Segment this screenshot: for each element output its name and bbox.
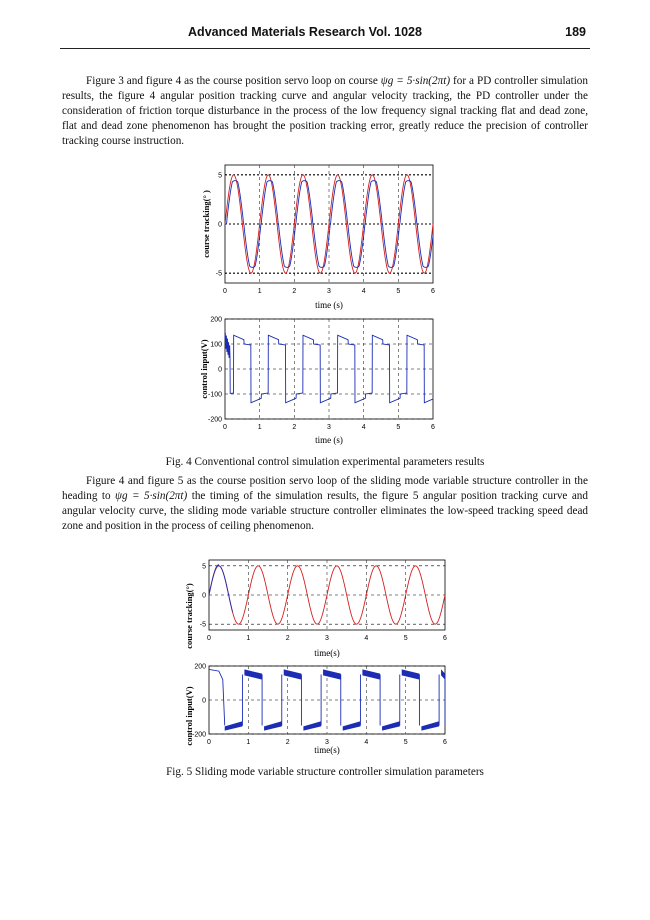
y-tick-label: 100	[210, 341, 222, 349]
formula-2: ψg = 5·sin(2πt)	[115, 490, 188, 502]
x-tick-label: 4	[361, 288, 366, 295]
y-tick-label: 0	[218, 221, 222, 229]
x-axis-label: time(s)	[314, 648, 340, 658]
x-tick-label: 2	[292, 288, 297, 295]
y-tick-label: 200	[194, 663, 206, 671]
y-axis-label-course: course tracking(°)	[184, 583, 194, 649]
paragraph-1	[62, 74, 588, 149]
x-tick-label: 4	[361, 424, 366, 431]
y-tick-label: -200	[207, 416, 222, 424]
y-tick-label: 0	[202, 697, 206, 705]
x-tick-label: 1	[246, 635, 251, 642]
x-tick-label: 0	[207, 739, 211, 746]
y-axis-label-control: control input(V)	[184, 686, 194, 746]
y-axis-label: course tracking(° )	[201, 190, 211, 258]
paragraph-2-text-a: Figure 4 and figure 5 as the course position servo loop of the sliding mode variable structure controller in the heading to	[62, 475, 588, 502]
x-tick-label: 3	[325, 739, 329, 746]
y-tick-label: 5	[202, 563, 206, 571]
paragraph-1-text-a: Figure 3 and figure 4 as the course position servo loop on course	[86, 75, 381, 87]
x-tick-label: 0	[223, 424, 227, 431]
x-tick-label: 4	[364, 739, 369, 746]
x-tick-label: 5	[403, 635, 408, 642]
x-tick-label: 5	[396, 424, 401, 431]
y-tick-label: 5	[218, 172, 222, 180]
x-tick-label: 6	[431, 424, 435, 431]
x-axis-label: time(s)	[314, 745, 340, 755]
fig5-bottom-plot	[183, 660, 453, 758]
running-header	[60, 22, 590, 49]
paragraph-1-text-b: for a PD controller simulation results, the figure 4 angular position tracking curve and angular velocity tracking, the PD controller under the consideration of friction torque disturbance in the process of the low frequency signal tracking flat and dead zone, flat and dead zone phenomenon has brought the position tracking error, greatly reduce the precision of controller tracking course instruction.	[62, 75, 588, 147]
y-tick-label: -100	[207, 391, 222, 399]
fig5-top-plot	[183, 556, 453, 660]
fig4-bottom-plot	[195, 314, 445, 450]
formula-1: ψg = 5·sin(2πt)	[380, 75, 451, 87]
journal-title: Advanced Materials Research Vol. 1028	[188, 25, 422, 39]
x-axis-label: time (s)	[315, 435, 343, 445]
fig5-y-labels	[183, 556, 203, 756]
x-tick-label: 1	[246, 739, 251, 746]
x-tick-label: 1	[257, 288, 262, 295]
y-tick-label: -5	[215, 270, 222, 278]
paragraph-2	[62, 474, 588, 534]
x-axis-label: time (s)	[315, 300, 343, 310]
fig4-caption: Fig. 4 Conventional control simulation experimental parameters results	[165, 456, 485, 468]
x-tick-label: 5	[403, 739, 408, 746]
x-tick-label: 4	[364, 635, 369, 642]
x-tick-label: 3	[325, 635, 329, 642]
x-tick-label: 1	[257, 424, 262, 431]
x-tick-label: 6	[443, 635, 447, 642]
y-tick-label: -5	[199, 621, 206, 629]
y-tick-label: -200	[191, 731, 206, 739]
y-tick-label: 0	[202, 592, 206, 600]
paragraph-2-text-b: the timing of the simulation results, the figure 5 angular position tracking curve and angular velocity curve, the sliding mode variable structure controller eliminates the low-speed tracking speed dead zone and position in the process of ceiling phenomenon.	[62, 490, 588, 532]
fig4-top-plot	[195, 160, 445, 312]
y-axis-label: control input(V)	[199, 339, 209, 399]
x-tick-label: 2	[285, 635, 290, 642]
x-tick-label: 2	[292, 424, 297, 431]
x-tick-label: 3	[327, 288, 331, 295]
x-tick-label: 0	[223, 288, 227, 295]
y-tick-label: 0	[218, 366, 222, 374]
x-tick-label: 3	[327, 424, 331, 431]
x-tick-label: 2	[285, 739, 290, 746]
x-tick-label: 6	[431, 288, 435, 295]
x-tick-label: 0	[207, 635, 211, 642]
fig5-caption: Fig. 5 Sliding mode variable structure controller simulation parameters	[166, 766, 484, 778]
page-number: 189	[565, 25, 586, 39]
x-tick-label: 5	[396, 288, 401, 295]
y-tick-label: 200	[210, 316, 222, 324]
x-tick-label: 6	[443, 739, 447, 746]
